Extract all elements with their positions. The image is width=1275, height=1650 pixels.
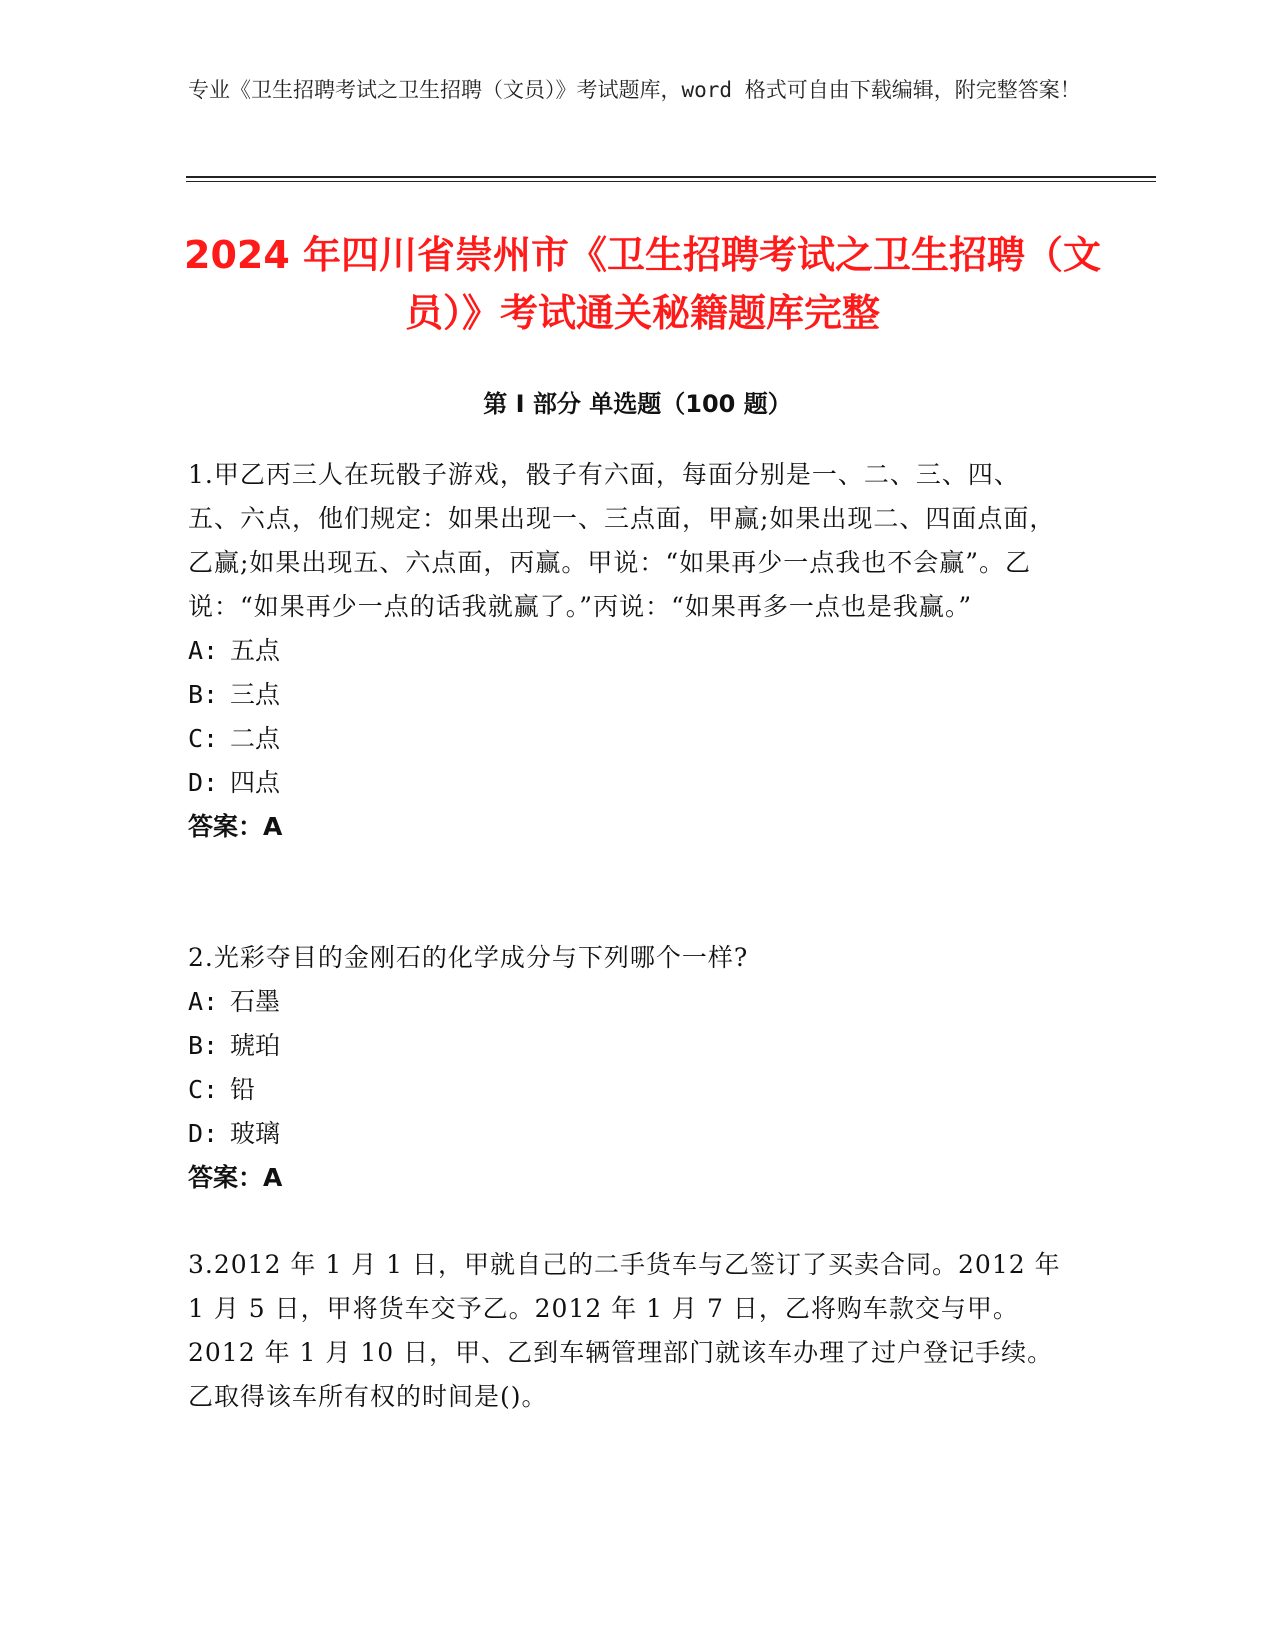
question-2	[188, 936, 1068, 1200]
question-1	[188, 453, 1068, 849]
option-text: 三点	[230, 680, 281, 709]
question-stem: 1.甲乙丙三人在玩骰子游戏，骰子有六面，每面分别是一、二、三、四、五、六点，他们规定：如果出现一、三点面，甲赢;如果出现二、四面点面，乙赢;如果出现五、六点面，丙赢。甲说：“如果再少一点我也不会赢”。乙说：“如果再少一点的话我就赢了。”丙说：“如果再多一点也是我赢。”	[188, 460, 1056, 621]
answer-line: 答案：A	[188, 812, 283, 841]
answer-line: 答案：A	[188, 1163, 283, 1192]
document-title: 2024 年四川省崇州市《卫生招聘考试之卫生招聘（文员）》考试通关秘籍题库完整	[184, 233, 1101, 335]
header-note: 专业《卫生招聘考试之卫生招聘（文员）》考试题库，word 格式可自由下载编辑，附完整答案！	[188, 78, 1081, 102]
option-d[interactable]	[188, 1112, 1068, 1156]
option-text: 玻璃	[230, 1119, 281, 1148]
option-d[interactable]	[188, 761, 1068, 805]
option-a[interactable]	[188, 980, 1068, 1024]
option-letter: A:	[188, 987, 219, 1016]
option-text: 石墨	[230, 987, 281, 1016]
option-text: 四点	[230, 768, 281, 797]
option-text: 琥珀	[230, 1031, 281, 1060]
header-divider	[186, 176, 1156, 178]
question-stem: 2.光彩夺目的金刚石的化学成分与下列哪个一样?	[188, 943, 749, 972]
section-heading: 第 I 部分 单选题（100 题）	[483, 390, 792, 418]
option-letter: B:	[188, 680, 219, 709]
option-letter: D:	[188, 768, 219, 797]
option-letter: D:	[188, 1119, 219, 1148]
option-text: 二点	[230, 724, 281, 753]
option-a[interactable]	[188, 629, 1068, 673]
question-3	[188, 1243, 1068, 1419]
option-letter: C:	[188, 1075, 219, 1104]
option-c[interactable]	[188, 717, 1068, 761]
option-text: 五点	[230, 636, 281, 665]
option-b[interactable]	[188, 1024, 1068, 1068]
option-letter: A:	[188, 636, 219, 665]
question-stem: 3.2012 年 1 月 1 日，甲就自己的二手货车与乙签订了买卖合同。2012 年 1 月 5 日，甲将货车交予乙。2012 年 1 月 7 日，乙将购车款交与甲。2012 年 1 月 10 日，甲、乙到车辆管理部门就该车办理了过户登记手续。乙取得该车所有权的时间是()。	[188, 1250, 1061, 1411]
header-divider-thin	[186, 181, 1156, 182]
option-letter: B:	[188, 1031, 219, 1060]
option-c[interactable]	[188, 1068, 1068, 1112]
option-text: 铅	[230, 1075, 256, 1104]
option-letter: C:	[188, 724, 219, 753]
option-b[interactable]	[188, 673, 1068, 717]
